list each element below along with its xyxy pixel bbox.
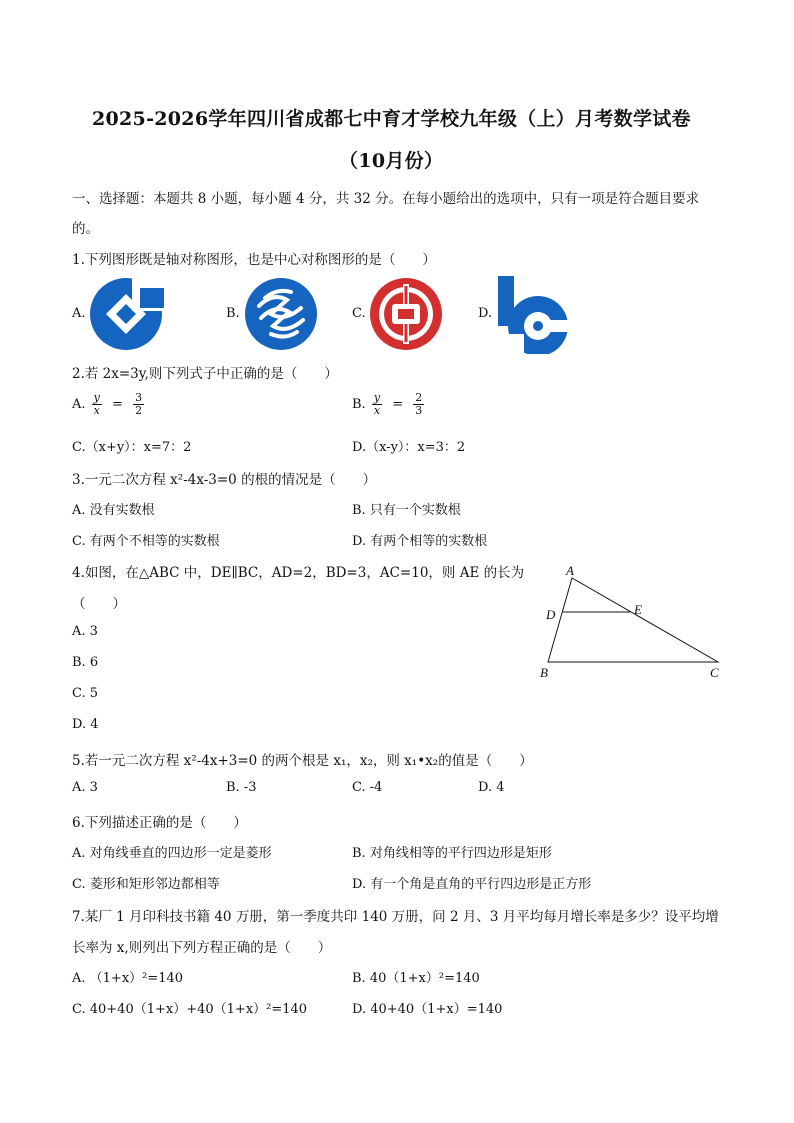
q6-option-c: C. 菱形和矩形邻边都相等	[72, 877, 220, 892]
q4-option-d: D. 4	[72, 717, 99, 732]
q2-option-d: D.（x-y）：x=3：2	[352, 440, 466, 455]
question-3-stem: 3.一元二次方程 x²-4x-3=0 的根的情况是（ ）	[72, 472, 377, 488]
label-c: C	[710, 665, 719, 680]
label-b: B	[540, 665, 548, 680]
q7-option-c: C. 40+40（1+x）+40（1+x）²=140	[72, 1002, 308, 1017]
q1-option-c-label: C.	[352, 306, 366, 321]
q5-option-a: A. 3	[72, 780, 98, 795]
question-4-stem-cont: （ ）	[72, 596, 126, 612]
q3-option-b: B. 只有一个实数根	[352, 503, 461, 518]
q3-option-a: A. 没有实数根	[72, 503, 155, 518]
q2-option-a-label: A.	[72, 397, 86, 412]
q1-option-b-label: B.	[226, 306, 240, 321]
q4-option-a: A. 3	[72, 624, 98, 639]
q4-option-b: B. 6	[72, 655, 99, 670]
q1-option-a-label: A.	[72, 306, 86, 321]
section-heading-cont: 的。	[72, 221, 99, 237]
q5-option-d: D. 4	[478, 780, 505, 795]
q7-option-a: A. （1+x）²=140	[72, 971, 184, 986]
question-2-stem: 2.若 2x=3y,则下列式子中正确的是（ ）	[72, 366, 338, 382]
q1-option-d-label: D.	[478, 306, 493, 321]
q2-option-b: B. $\frac{y}{x}$ = $\frac{2}{3}$	[352, 391, 423, 417]
section-heading: 一、选择题：本题共 8 小题，每小题 4 分，共 32 分。在每小题给出的选项中，只有一项是符合题目要求	[72, 191, 700, 207]
q2-option-c: C.（x+y）：x=7：2	[72, 440, 192, 455]
question-7-stem: 7.某厂 1 月印科技书籍 40 万册，第一季度共印 140 万册，问 2 月、3 月平均每月增长率是多少？设平均增	[72, 909, 719, 925]
q2-option-b-label: B.	[352, 397, 366, 412]
page-title: 2025-2026学年四川省成都七中育才学校九年级（上）月考数学试卷	[92, 108, 691, 130]
q6-option-d: D. 有一个角是直角的平行四边形是正方形	[352, 877, 592, 892]
triangle-figure	[530, 560, 730, 685]
question-7-stem-cont: 长率为 x,则列出下列方程正确的是（ ）	[72, 940, 332, 956]
q7-option-d: D. 40+40（1+x）=140	[352, 1002, 503, 1017]
bank-of-china-logo-icon	[368, 276, 444, 352]
q3-option-d: D. 有两个相等的实数根	[352, 534, 488, 549]
q5-option-c: C. -4	[352, 780, 383, 795]
china-mobile-logo-icon	[243, 276, 319, 352]
question-1-stem: 1.下列图形既是轴对称图形，也是中心对称图形的是（ ）	[72, 252, 436, 268]
question-5-stem: 5.若一元二次方程 x²-4x+3=0 的两个根是 x₁，x₂，则 x₁•x₂的值是（ ）	[72, 753, 533, 769]
label-a: A	[566, 563, 574, 578]
q5-option-b: B. -3	[226, 780, 257, 795]
q4-option-c: C. 5	[72, 686, 99, 701]
q7-option-b: B. 40（1+x）²=140	[352, 971, 480, 986]
bank-of-communications-logo-icon	[494, 274, 576, 354]
question-4-stem: 4.如图，在△ABC 中，DE∥BC，AD=2，BD=3，AC=10，则 AE 的长为	[72, 565, 525, 581]
label-d: D	[546, 607, 556, 622]
label-e: E	[634, 602, 642, 617]
q3-option-c: C. 有两个不相等的实数根	[72, 534, 220, 549]
q6-option-b: B. 对角线相等的平行四边形是矩形	[352, 846, 552, 861]
question-6-stem: 6.下列描述正确的是（ ）	[72, 815, 247, 831]
triangle-abc	[548, 578, 718, 662]
china-construction-bank-logo-icon	[88, 276, 164, 352]
q6-option-a: A. 对角线垂直的四边形一定是菱形	[72, 846, 272, 861]
page-subtitle: （10月份）	[339, 150, 444, 172]
q2-option-a: A. $\frac{y}{x}$ = $\frac{3}{2}$	[72, 391, 143, 417]
